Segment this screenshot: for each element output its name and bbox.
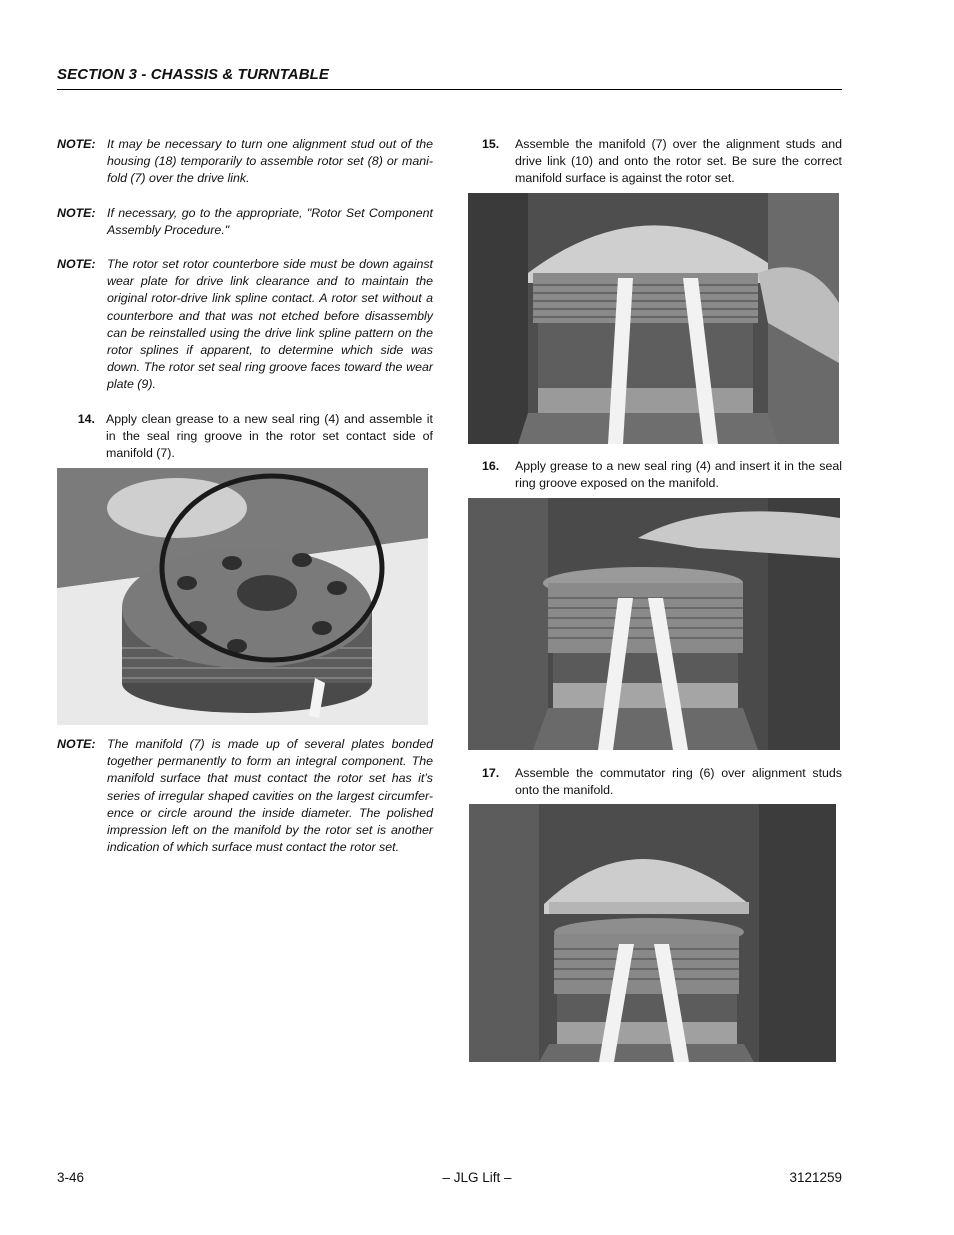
step-number: 15. xyxy=(482,137,500,151)
document-number: 3121259 xyxy=(789,1170,842,1185)
note-label: NOTE: xyxy=(57,137,96,151)
note-label: NOTE: xyxy=(57,257,96,272)
step-number: 17. xyxy=(482,766,500,780)
step-text: Assemble the manifold (7) over the alignment studs and drive link (10) and onto the rotor set. Be sure the correct manifold surface is against the rotor set. xyxy=(515,137,842,186)
note-label: NOTE: xyxy=(57,205,96,220)
note-3 xyxy=(57,256,433,394)
step-text: Apply clean grease to a new seal ring (4) and assemble it in the seal ring groove in the rotor set contact side of manifold (7). xyxy=(106,411,433,461)
step-16 xyxy=(482,458,842,492)
bottom-note-block xyxy=(57,736,433,873)
note-text: The manifold (7) is made up of several plates bonded together permanently to form an integral component. The manifold surface that must contact the rotor set has it’s series of irregular shaped cavities on the largest circumfer-ence or circle around the inside diameter. The polished impression left on the manifold by the rotor set is another indication of which surface must contact the rotor set. xyxy=(107,737,433,855)
step-15 xyxy=(482,136,842,188)
section-title: SECTION 3 - CHASSIS & TURNTABLE xyxy=(57,66,330,83)
note-4 xyxy=(57,736,433,856)
note-2 xyxy=(57,205,433,239)
note-text: It may be necessary to turn one alignment stud out of the housing (18) temporarily to assemble rotor set (8) or mani-fold (7) over the drive link. xyxy=(107,137,433,186)
page-number: 3-46 xyxy=(57,1170,85,1185)
left-column xyxy=(57,136,433,462)
note-text: If necessary, go to the appropriate, "Rotor Set Component Assembly Procedure." xyxy=(107,205,433,237)
page-header xyxy=(57,64,842,90)
commutator-ring-photo xyxy=(469,804,836,1062)
seal-ring-photo xyxy=(57,468,428,725)
note-text: The rotor set rotor counterbore side must be down against wear plate for drive link clearance and to maintain the original rotor-drive link spline contact. A rotor set without a counterbore and that was not etched before disassembly can be reinstalled using the drive link spline pattern on the rotor splines if apparent, to determine which side was down. The rotor set seal ring groove faces toward the wear plate (9). xyxy=(107,257,433,392)
step-17-block xyxy=(482,765,842,799)
step-15-block xyxy=(482,136,842,188)
note-label: NOTE: xyxy=(57,737,96,751)
note-1 xyxy=(57,136,433,188)
step-text: Apply grease to a new seal ring (4) and insert it in the seal ring groove exposed on the manifold. xyxy=(515,459,842,491)
step-number: 16. xyxy=(482,459,500,473)
step-number: 14. xyxy=(77,411,95,426)
manifold-assembly-photo xyxy=(468,193,839,444)
step-text: Assemble the commutator ring (6) over alignment studs onto the manifold. xyxy=(515,766,842,798)
step-17 xyxy=(482,765,842,799)
footer-publisher: – JLG Lift – xyxy=(442,1170,512,1185)
step-14 xyxy=(57,411,433,463)
step-16-block xyxy=(482,458,842,492)
seal-ring-insert-photo xyxy=(468,498,840,750)
